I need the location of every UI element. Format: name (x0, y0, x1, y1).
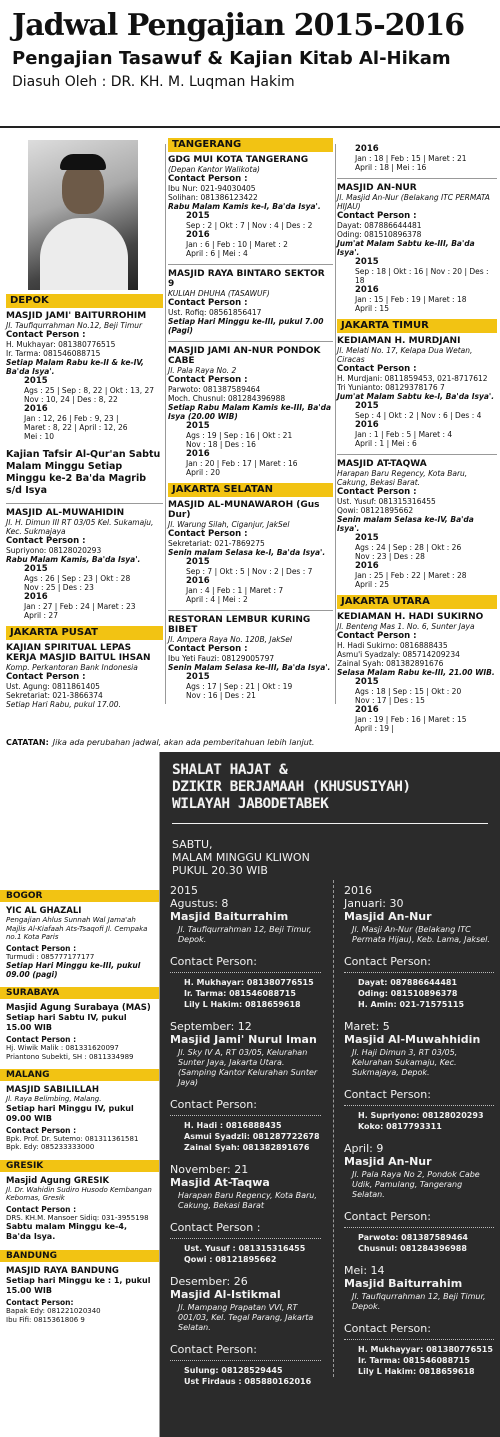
dates-line: Sep : 7 | Okt : 5 | Nov : 2 | Des : 7 (186, 567, 313, 576)
contact-line: Bpk. Prof. Dr. Sutemo: 081311361581 (6, 1134, 139, 1143)
region-bandung: BANDUNG (0, 1250, 159, 1262)
year-label: 2015 (355, 533, 379, 543)
kajian-tafsir-note: Kajian Tafsir Al-Qur'an Sabtu Malam Minggu Setiap Minggu ke-2 Ba'da Magrib s/d Isya (6, 449, 161, 496)
venue-name: GDG MUI KOTA TANGERANG (168, 155, 309, 165)
venue-address: Jl. Dr. Wahidin Sudiro Husodo Kembangan Kebomas, Gresik (6, 1185, 152, 1202)
venue-name: MASJID RAYA BANDUNG (6, 1266, 119, 1276)
contact-line: Bpk. Edy: 085233333000 (6, 1143, 95, 1151)
divider (170, 972, 321, 973)
event-address: Jl. Haji Dimun 3, RT 03/05, Kelurahan Sukamaju, Kec. Sukmajaya, Depok. (352, 1048, 458, 1077)
schedule-note: Senin malam Selasa ke-I, Ba'da Isya'. (168, 548, 326, 557)
divider (344, 1105, 494, 1106)
schedule-note: Setiap Hari Minggu ke-III, pukul 09.00 (pagi) (6, 961, 141, 979)
venue-name: KEDIAMAN H. MURDJANI (337, 336, 461, 346)
dates-line: Ags : 18 | Sep : 15 | Okt : 20 (355, 687, 462, 696)
contact-line: Parwoto: 081387589464 (168, 385, 261, 394)
year-label: 2015 (355, 401, 379, 411)
schedule-note: Setiap Hari Minggu ke-III, pukul 7.00 (Pagi) (168, 317, 324, 335)
contact-label: Contact Person : (168, 298, 248, 308)
year-label: 2015 (186, 557, 210, 567)
dates-line: April : 20 (186, 468, 220, 477)
contact-line: Asmui Syadzli: 081287722678 (184, 1132, 320, 1141)
venue-name: Masjid Agung Surabaya (MAS) (6, 1003, 151, 1013)
contact-label: Contact Person : (337, 631, 417, 641)
contact-label: Contact Person: (170, 1098, 257, 1111)
photo-cap-shape (60, 154, 106, 170)
venue-block-sabilillah (0, 1085, 159, 1152)
dates-line: April : 25 (355, 580, 389, 589)
contact-line: Ust Firdaus : 085880162016 (184, 1377, 312, 1386)
event-address: Jl. Masji An-Nur (Belakang ITC Permata Hijau), Keb. Lama, Jaksel. (352, 925, 490, 944)
venue-name: YIC AL GHAZALI (6, 906, 82, 916)
contact-label: Contact Person: (170, 1343, 257, 1356)
venue-address: Jl. H. Dimun III RT 03/05 Kel. Sukamaju, Kec. Sukmajaya (6, 518, 154, 536)
contact-label: Contact Person: (6, 1298, 74, 1307)
dates-line: Ags : 26 | Sep : 23 | Okt : 28 (24, 574, 131, 583)
dates-line: Jan : 15 | Feb : 19 | Maret : 18 (355, 295, 467, 304)
event-address: Harapan Baru Regency, Kota Baru, Cakung, Bekasi Barat (178, 1191, 317, 1210)
schedule-note: Setiap hari Sabtu IV, pukul 15.00 WIB (6, 1013, 127, 1032)
venue-name: Masjid Agung GRESIK (6, 1175, 110, 1186)
dates-line: Ags : 24 | Sep : 28 | Okt : 26 (355, 543, 462, 552)
divider (170, 1115, 321, 1116)
region-jakarta-utara: JAKARTA UTARA (337, 595, 497, 609)
contact-line: Koko: 0817793311 (358, 1122, 442, 1131)
year-label: 2015 (170, 884, 198, 897)
venue-name: MASJID AN-NUR (337, 183, 417, 193)
event-venue: Masjid Baiturrahim (170, 910, 289, 923)
venue-block-muwahidin (6, 508, 163, 620)
dates-line: Maret : 8, 22 | April : 12, 26 (24, 423, 128, 432)
year-label: 2015 (24, 376, 48, 386)
contact-line: H. Mukhayar: 081380776515 (184, 978, 314, 987)
venue-address: Jl. Pala Raya No. 2 (168, 366, 237, 375)
event-venue: Masjid Baiturrahim (344, 1277, 463, 1290)
venue-name: KEDIAMAN H. HADI SUKIRNO (337, 612, 484, 622)
contact-label: Contact Person : (6, 1204, 77, 1214)
photo-body-shape (40, 218, 128, 290)
year-label: 2016 (344, 884, 372, 897)
contact-label: Contact Person : (6, 1035, 77, 1044)
venue-block-masjid-raya-bandung (0, 1266, 159, 1324)
contact-line: Ust. Rofiq: 08561856417 (168, 308, 262, 317)
divider (344, 1227, 494, 1228)
venue-address: Komp. Perkantoran Bank Indonesia (6, 663, 138, 672)
venue-block-at-taqwa (337, 459, 497, 589)
schedule-note: Sabtu malam Minggu ke-4, Ba'da Isya. (6, 1222, 127, 1241)
contact-line: Oding: 081510896378 (358, 989, 458, 998)
event-venue: Masjid An-Nur (344, 1155, 432, 1168)
schedule-note: Jum'at Malam Sabtu ke-III, Ba'da Isya'. (337, 239, 475, 257)
schedule-note: Setiap hari Minggu IV, pukul 09.00 WIB (6, 1103, 134, 1123)
contact-line: Zainal Syah: 081382891676 (184, 1143, 310, 1152)
venue-name: MASJID AL-MUWAHIDIN (6, 508, 125, 518)
contact-label: Contact Person : (168, 644, 248, 654)
venue-block-mui-tangerang (168, 155, 333, 258)
dates-line: April : 4 | Mei : 2 (186, 595, 248, 604)
contact-line: Lily L Hakim: 0818659618 (184, 1000, 301, 1009)
contact-line: H. Murdjani: 0811859453, 021-8717612 (337, 374, 488, 383)
contact-label: Contact Person : (337, 211, 417, 221)
divider (168, 264, 333, 265)
event-venue: Masjid Al-Istikmal (170, 1288, 281, 1301)
spacer (170, 1265, 321, 1275)
page-author: Diasuh Oleh : DR. KH. M. Luqman Hakim (12, 74, 295, 90)
year-label: 2015 (355, 257, 379, 267)
venue-block-baitul-ihsan (6, 643, 163, 709)
dates-line: Jan : 20 | Feb : 17 | Maret : 16 (186, 459, 298, 468)
spacer (170, 1153, 321, 1163)
contact-label: Contact Person : (6, 672, 86, 682)
year-label: 2016 (186, 449, 210, 459)
region-malang: MALANG (0, 1069, 159, 1081)
venue-name: KAJIAN SPIRITUAL LEPAS KERJA MASJID BAITUL IHSAN (6, 643, 151, 663)
event-address: Jl. Taufiqurrahman 12, Beji Timur, Depok. (352, 1292, 486, 1311)
dates-line: Sep : 18 | Okt : 16 | Nov : 20 | Des : 18 (355, 267, 489, 285)
regional-sidebar (0, 752, 160, 1437)
contact-line: Ust. Yusuf : 081315316455 (184, 1244, 306, 1253)
region-bogor: BOGOR (0, 890, 159, 902)
spacer (170, 1010, 321, 1020)
panel-schedule-line: PUKUL 20.30 WIB (172, 864, 268, 877)
panel-title (160, 752, 500, 813)
contact-label: Contact Person : (6, 330, 86, 340)
dates-line: Nov : 23 | Des : 28 (355, 552, 425, 561)
dates-line: Nov : 10, 24 | Des : 8, 22 (24, 395, 118, 404)
contact-line: Tri Yunianto: 08129378176 7 (337, 383, 445, 392)
dates-line: Jan : 6 | Feb : 10 | Maret : 2 (186, 240, 288, 249)
contact-line: H. Hadi : 0816888435 (184, 1121, 282, 1130)
contact-label: Contact Person : (168, 375, 248, 385)
region-jakarta-timur: JAKARTA TIMUR (337, 319, 497, 333)
venue-name: MASJID AT-TAQWA (337, 459, 427, 469)
panel-schedule (160, 824, 500, 877)
panel-title-line: WILAYAH JABODETABEK (172, 796, 329, 812)
dates-line: April : 1 | Mei : 6 (355, 439, 417, 448)
venue-address: Pengajian Ahlus Sunnah Wal Jama'ah Majlis Al-Kiafaah Ats-Tsaqofi Jl. Cempaka no.1 Kota Paris (6, 916, 148, 941)
year-label: 2016 (24, 404, 48, 414)
dates-line: Jan : 25 | Feb : 22 | Maret : 28 (355, 571, 467, 580)
year-label: 2016 (186, 230, 210, 240)
venue-block-lembur-kuring-cont (337, 144, 497, 172)
venue-block-lembur-kuring (168, 615, 333, 700)
event-address: Jl. Mampang Prapatan VVI, RT 001/03, Kel. Tegal Parang, Jakarta Selatan. (178, 1303, 314, 1332)
contact-line: Zainal Syah: 081382891676 (337, 659, 444, 668)
year-label: 2016 (355, 144, 379, 154)
contact-line: Ibu Fifi: 0815361806 9 (6, 1315, 85, 1324)
schedule-note: Setiap hari Minggu ke : 1, pukul 15.00 WIB (6, 1276, 151, 1295)
divider (337, 454, 497, 455)
venue-block-an-nur (337, 183, 497, 313)
event-venue: Masjid Al-Muwahhidin (344, 1033, 481, 1046)
spacer (344, 1254, 494, 1264)
column-1 (6, 134, 163, 715)
contact-line: H. Hadi Sukirno: 0816888435 (337, 641, 448, 650)
venue-address: Jl. Ampera Raya No. 120B, JakSel (168, 635, 292, 644)
region-jakarta-pusat: JAKARTA PUSAT (6, 626, 163, 640)
contact-line: Hj. Wiwik Malik : 081331620097 (6, 1044, 119, 1052)
contact-line: Turmudi : 085777177177 (6, 952, 95, 961)
divider (344, 1339, 494, 1340)
contact-line: Ust. Agung: 0811861405 (6, 682, 100, 691)
dates-line: April : 27 (24, 611, 58, 620)
contact-line: Dayat: 087886644481 (358, 978, 458, 987)
contact-label: Contact Person : (170, 1221, 261, 1234)
event-date: April: 9 (344, 1142, 384, 1155)
column-divider (165, 144, 166, 704)
venue-block-bintaro (168, 269, 333, 335)
venue-address: KULIAH DHUHA (TASAWUF) (168, 289, 270, 298)
schedule-note: Setiap Malam Rabu ke-II & ke-IV, Ba'da Isya'. (6, 358, 144, 376)
venue-name: MASJID JAMI AN-NUR PONDOK CABE (168, 346, 321, 366)
year-label: 2015 (355, 677, 379, 687)
venue-name: RESTORAN LEMBUR KURING BIBET (168, 615, 311, 635)
year-label: 2016 (355, 561, 379, 571)
dates-line: April : 19 | (355, 724, 394, 733)
venue-address: Jl. Benteng Mas 1. No. 6, Sunter Jaya (337, 622, 475, 631)
contact-line: Ibu Nur: 021-94030405 (168, 184, 256, 193)
venue-address: Jl. Raya Belimbing, Malang. (6, 1095, 102, 1103)
schedule-note: Senin malam Selasa ke-IV, Ba'da Isya'. (337, 515, 474, 533)
venue-name: MASJID JAMI' BAITURROHIM (6, 311, 147, 321)
year-label: 2016 (355, 705, 379, 715)
dates-line: Nov : 18 | Des : 16 (186, 440, 256, 449)
schedule-note: Senin Malam Selasa ke-III, Ba'da Isya'. (168, 663, 331, 672)
venue-address: Jl. Melati No. 17, Kelapa Dua Wetan, Ciracas (337, 346, 473, 364)
year-label: 2016 (24, 592, 48, 602)
dates-line: Ags : 25 | Sep : 8, 22 | Okt : 13, 27 (24, 386, 155, 395)
contact-line: Solihan: 081386123422 (168, 193, 258, 202)
dates-line: Ags : 19 | Sep : 16 | Okt : 21 (186, 431, 293, 440)
event-venue: Masjid Jami' Nurul Iman (170, 1033, 317, 1046)
dates-line: Nov : 17 | Des : 15 (355, 696, 425, 705)
region-surabaya: SURABAYA (0, 987, 159, 999)
contact-label: Contact Person: (344, 1088, 431, 1101)
venue-address: Harapan Baru Regency, Kota Baru, Cakung, Bekasi Barat. (337, 469, 468, 487)
column-2 (168, 134, 333, 706)
dates-line: April : 15 (355, 304, 389, 313)
dates-line: Nov : 25 | Des : 23 (24, 583, 94, 592)
region-jakarta-selatan: JAKARTA SELATAN (168, 483, 333, 497)
contact-line: Moch. Chusnul: 081284396988 (168, 394, 286, 403)
spacer (344, 1010, 494, 1020)
schedule-note: Setiap Hari Rabu, pukul 17.00. (6, 700, 121, 709)
shalat-hajat-panel (160, 752, 500, 1437)
contact-label: Contact Person : (6, 536, 86, 546)
schedule-note: Rabu Malam Kamis ke-I, Ba'da Isya'. (168, 202, 321, 211)
column-3 (337, 134, 497, 739)
divider (344, 972, 494, 973)
dates-line: April : 6 | Mei : 4 (186, 249, 248, 258)
dates-line: Nov : 16 | Des : 21 (186, 691, 256, 700)
divider (168, 341, 333, 342)
divider (170, 1360, 321, 1361)
contact-line: Ir. Tarma: 081546088715 (184, 989, 296, 998)
dates-line: Jan : 12, 26 | Feb : 9, 23 | (24, 414, 119, 423)
spacer (344, 1132, 494, 1142)
year-label: 2016 (355, 420, 379, 430)
catatan-note (6, 738, 496, 748)
contact-line: Ir. Tarma: 081546088715 (358, 1356, 470, 1365)
contact-label: Contact Person : (337, 487, 417, 497)
dates-line: Mei : 10 (24, 432, 55, 441)
dates-line: Jan : 1 | Feb : 5 | Maret : 4 (355, 430, 453, 439)
venue-block-masjid-agung-gresik (0, 1176, 159, 1243)
schedule-note: Rabu Malam Kamis, Ba'da Isya'. (6, 555, 141, 564)
event-date: Januari: 30 (344, 897, 404, 910)
panel-column-2016 (333, 880, 498, 1377)
venue-block-masjid-agung-surabaya (0, 1003, 159, 1061)
contact-line: Qowi : 08121895662 (184, 1255, 277, 1264)
panel-title-line: SHALAT HAJAT & (172, 762, 288, 778)
schedule-note: Selasa Malam Rabu ke-III, 21.00 WIB. (337, 668, 495, 677)
contact-label: Contact Person : (6, 943, 77, 953)
event-date: September: 12 (170, 1020, 252, 1033)
note-label: CATATAN: (6, 738, 49, 747)
contact-line: Ir. Tarma: 081546088715 (6, 349, 101, 358)
contact-line: Lily L Hakim: 0818659618 (358, 1367, 475, 1376)
divider (6, 503, 163, 504)
contact-line: Chusnul: 081284396988 (358, 1244, 467, 1253)
contact-line: H. Mukhayyar: 081380776515 (358, 1345, 493, 1354)
event-venue: Masjid An-Nur (344, 910, 432, 923)
dates-line: April : 18 | Mei : 16 (355, 163, 427, 172)
schedule-note: Jum'at Malam Sabtu ke-I, Ba'da Isya'. (337, 392, 495, 401)
venue-address: Jl. Warung Silah, Ciganjur, JakSel (168, 520, 290, 529)
lower-section (0, 752, 500, 1437)
year-label: 2016 (186, 576, 210, 586)
contact-label: Contact Person: (170, 955, 257, 968)
venue-name: MASJID SABILILLAH (6, 1085, 99, 1095)
venue-block-yic-al-ghazali (0, 906, 159, 979)
divider (337, 178, 497, 179)
contact-line: H. Mukhayar: 081380776515 (6, 340, 116, 349)
contact-label: Contact Person : (168, 529, 248, 539)
panel-schedule-line: SABTU, (172, 838, 213, 851)
contact-line: Ust. Yusuf: 081315316455 (337, 497, 436, 506)
venue-block-hadi-sukirno (337, 612, 497, 733)
contact-label: Contact Person : (337, 364, 417, 374)
panel-schedule-line: MALAM MINGGU KLIWON (172, 851, 310, 864)
page-title: Jadwal Pengajian 2015-2016 (12, 8, 465, 43)
venue-block-pondok-cabe (168, 346, 333, 477)
contact-label: Contact Person : (6, 1125, 77, 1135)
column-divider (335, 144, 336, 704)
contact-line: DRS. KH.M. Mansoer Sidiq: 031-3955198 (6, 1213, 149, 1222)
contact-line: Oding: 081510896378 (337, 230, 422, 239)
schedule-grid (0, 134, 500, 734)
contact-line: Parwoto: 081387589464 (358, 1233, 468, 1242)
note-text: Jika ada perubahan jadwal, akan ada pemberitahuan lebih lanjut. (52, 738, 315, 747)
event-date: Maret: 5 (344, 1020, 390, 1033)
contact-line: Sekretariat: 021-7869275 (168, 539, 265, 548)
venue-address: Jl. Taufiqurrahman No.12, Beji Timur (6, 321, 143, 330)
contact-line: H. Amin: 021-71575115 (358, 1000, 465, 1009)
contact-line: Sulung: 08128529445 (184, 1366, 283, 1375)
event-address: Jl. Sky IV A, RT 03/05, Kelurahan Sunter Jaya, Jakarta Utara. (Samping Kantor Kelurahan Sunter Jaya) (178, 1048, 318, 1087)
contact-line: Asmu'i Syadzaly: 085714209234 (337, 650, 460, 659)
venue-address: (Depan Kantor Walikota) (168, 165, 260, 174)
divider (168, 610, 333, 611)
dates-line: Jan : 18 | Feb : 15 | Maret : 21 (355, 154, 467, 163)
year-label: 2015 (186, 211, 210, 221)
venue-address: Jl. Masjid An-Nur (Belakang ITC PERMATA HIJAU) (337, 193, 490, 211)
page-subtitle: Pengajian Tasawuf & Kajian Kitab Al-Hikam (12, 48, 451, 69)
contact-label: Contact Person: (344, 955, 431, 968)
contact-line: Ibu Yeti Fauzi: 08129005797 (168, 654, 275, 663)
event-date: Agustus: 8 (170, 897, 229, 910)
year-label: 2016 (355, 285, 379, 295)
contact-line: Sekretariat: 021-3866374 (6, 691, 103, 700)
panel-column-2015 (160, 880, 325, 1387)
event-address: Jl. Taufiqurrahman 12, Beji Timur, Depok. (178, 925, 312, 944)
contact-line: Priantono Subekti, SH : 0811334989 (6, 1052, 134, 1061)
year-label: 2015 (186, 672, 210, 682)
venue-name: MASJID RAYA BINTARO SEKTOR 9 (168, 269, 325, 289)
event-date: Desember: 26 (170, 1275, 248, 1288)
dates-line: Sep : 4 | Okt : 2 | Nov : 6 | Des : 4 (355, 411, 482, 420)
contact-line: Bapak Edy: 081221020340 (6, 1307, 101, 1315)
venue-name: MASJID AL-MUNAWAROH (Gus Dur) (168, 500, 320, 520)
region-depok: DEPOK (6, 294, 163, 308)
schedule-note: Setiap Rabu Malam Kamis ke-III, Ba'da Isya (20.00 WIB) (168, 403, 332, 421)
contact-label: Contact Person: (344, 1210, 431, 1223)
panel-title-line: DZIKIR BERJAMAAH (KHUSUSIYAH) (172, 779, 411, 795)
contact-label: Contact Person : (168, 174, 248, 184)
venue-block-baiturrohim (6, 311, 163, 497)
event-date: November: 21 (170, 1163, 249, 1176)
contact-line: Qowi: 08121895662 (337, 506, 414, 515)
year-label: 2015 (186, 421, 210, 431)
year-label: 2015 (24, 564, 48, 574)
event-venue: Masjid At-Taqwa (170, 1176, 270, 1189)
venue-block-murdjani (337, 336, 497, 448)
dates-line: Jan : 27 | Feb : 24 | Maret : 23 (24, 602, 136, 611)
author-photo (28, 140, 138, 290)
contact-label: Contact Person: (344, 1322, 431, 1335)
region-gresik: GRESIK (0, 1160, 159, 1172)
venue-block-al-munawaroh (168, 500, 333, 604)
contact-line: Supriyono: 08128020293 (6, 546, 102, 555)
contact-line: H. Supriyono: 08128020293 (358, 1111, 484, 1120)
dates-line: Jan : 19 | Feb : 16 | Maret : 15 (355, 715, 467, 724)
contact-line: Dayat: 087886644481 (337, 221, 422, 230)
header (0, 0, 500, 128)
event-address: Jl. Pala Raya No 2, Pondok Cabe Udik, Pamulang, Tangerang Selatan. (352, 1170, 480, 1199)
dates-line: Ags : 17 | Sep : 21 | Okt : 19 (186, 682, 293, 691)
dates-line: Jan : 4 | Feb : 1 | Maret : 7 (186, 586, 284, 595)
region-tangerang: TANGERANG (168, 138, 333, 152)
divider (170, 1238, 321, 1239)
dates-line: Sep : 2 | Okt : 7 | Nov : 4 | Des : 2 (186, 221, 313, 230)
event-date: Mei: 14 (344, 1264, 385, 1277)
